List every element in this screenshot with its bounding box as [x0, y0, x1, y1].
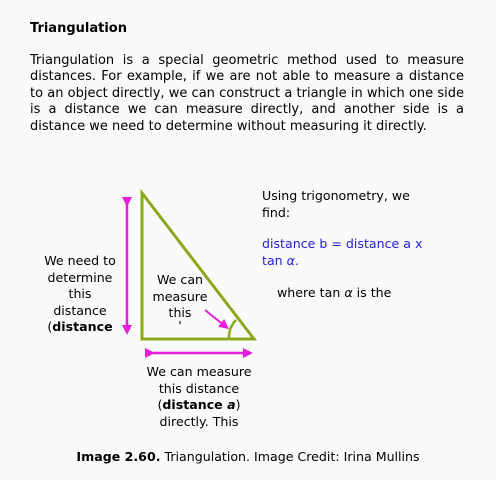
- page-title: Triangulation: [30, 21, 127, 36]
- distance-a-variable: a: [227, 397, 236, 412]
- left-label-line: distance: [53, 302, 107, 318]
- alpha-symbol: α: [344, 285, 353, 300]
- left-label-line: determine: [47, 269, 113, 285]
- bottom-label-line: [140, 397, 258, 414]
- angle-arc: [229, 320, 236, 339]
- where-suffix: is the: [352, 285, 392, 300]
- bottom-side-label: [140, 364, 258, 430]
- image-caption: [0, 449, 496, 464]
- inner-label-line: ': [178, 317, 182, 333]
- inner-angle-label: [143, 272, 217, 333]
- left-label-line: this: [68, 286, 92, 301]
- inner-label-line: this: [168, 305, 192, 320]
- trig-intro-text: Using trigonometry, we find:: [262, 188, 410, 220]
- bottom-label-line: this distance: [158, 380, 240, 396]
- intro-paragraph: Triangulation is a special geometric method used to measure distances. For example, if we are not able to measure a distance to an object directly, we can construct a triangle in which one side is a distance we can measure directly, and another side is a distance we need to determine without measuring it directly.: [30, 53, 464, 134]
- distance-b-bold: distance: [52, 319, 113, 334]
- paren-open: (: [157, 397, 163, 412]
- left-label-line: [32, 319, 128, 336]
- bottom-label-line: We can measure: [146, 364, 252, 379]
- paren-open: (: [47, 319, 53, 334]
- where-prefix: where tan: [277, 285, 345, 300]
- inner-label-line: measure: [152, 288, 208, 304]
- caption-text: Triangulation. Image Credit: Irina Mullins: [160, 449, 420, 464]
- distance-a-bold: distance: [162, 397, 228, 412]
- inner-label-line: We can: [156, 272, 204, 287]
- paren-close: ): [235, 397, 241, 412]
- left-label-line: We need to: [44, 253, 116, 268]
- trig-formula: [262, 236, 432, 269]
- left-side-label: [32, 253, 128, 336]
- formula-text: distance b = distance a x tan: [262, 236, 423, 268]
- alpha-symbol: α: [286, 252, 295, 268]
- bottom-label-line: directly. This: [159, 413, 239, 429]
- caption-label: Image 2.60.: [76, 449, 161, 464]
- formula-period: .: [294, 252, 299, 268]
- trig-where-text: [277, 285, 447, 302]
